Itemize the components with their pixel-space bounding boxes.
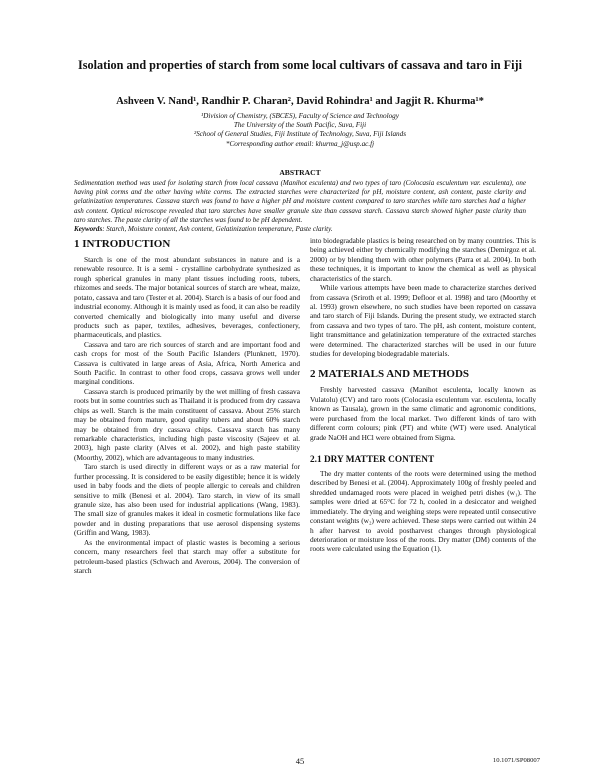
keywords-text: : Starch, Moisture content, Ash content, Gelatinization temperature, Paste clarity. bbox=[102, 225, 333, 234]
left-column bbox=[74, 236, 300, 575]
abstract-text: Sedimentation method was used for isolating starch from local cassava (Manihot esculenta) and two types of taro (Colocasia esculentum var. esculenta), one having pink corms and the other having white corms. The extracted starches were characterized for pH, moisture content, ash content, paste clarity and gelatinization temperatures. Cassava starch was found to have a higher pH and moisture content compared to taro starches while taro starches had a higher ash content. Optical microscope revealed that taro starches have smaller granule size than cassava starch. Cassava starch showed higher paste clarity than taro starches. The paste clarity of all the starches was found to be pH dependent. bbox=[74, 179, 526, 224]
abstract bbox=[74, 179, 526, 234]
paragraph: The dry matter contents of the roots were determined using the method described by Benesi et al. (2004). Approximately 100g of freshly peeled and shredded undamaged roots were placed in weighed petri dishes (w₁). The samples were dried at 65°C for 72 h, cooled in a desiccator and weighed immediately. The drying and weighing steps were repeated until consecutive constant weights (w₂) were achieved. These steps were carried out within 24 h after harvest to avoid postharvest changes through physiological deterioration or moisture loss of the roots. Dry matter (DM) contents of the roots were calculated using the Equation (1). bbox=[310, 469, 536, 554]
paragraph: While various attempts have been made to characterize starches derived from cassava (Sriroth et al. 1999; Defloor et al. 1998) and taro (Moorthy et al. 1993) grown elsewhere, no such studies have been reported on cassava and taro starch of Fiji Islands. During the present study, we extracted starch from cassava and two types of taro. The pH, ash content, moisture content, light transmittance and gelatinization temperature of the extracted starches were determined. The characterized starches will be used in our future studies for developing biodegradable materials. bbox=[310, 283, 536, 359]
keywords bbox=[74, 225, 526, 234]
corresponding-author: *Corresponding author email: khurma_j@usp.ac.fj bbox=[225, 139, 375, 148]
affiliation-line: ¹Division of Chemistry, (SBCES), Faculty of Science and Technology bbox=[201, 112, 399, 120]
paragraph: into biodegradable plastics is being researched on by many countries. This is being achieved either by chemically modifying the starches (Demirgoz et al. 2000) or by blending them with other polymers (Parra et al. 2004). In both these techniques, it is important to know the chemical as well as physical characteristics of the starch. bbox=[310, 236, 536, 283]
paragraph: Cassava and taro are rich sources of starch and are important food and cash crops for most of the South Pacific Islanders (Plunknett, 1970). Cassava is cultivated in large areas of Asia, Africa, North America and South Pacific. In contrast to other food crops, cassava grows well under marginal conditions. bbox=[74, 339, 300, 387]
doi: 10.1071/SP08007 bbox=[492, 757, 540, 764]
section-heading-introduction: 1 INTRODUCTION bbox=[74, 238, 171, 250]
abstract-heading: ABSTRACT bbox=[279, 168, 321, 177]
page-number: 45 bbox=[295, 756, 305, 766]
paragraph: Cassava starch is produced primarily by the wet milling of fresh cassava roots but in some countries such as Thailand it is produced from dry cassava chips as well. Starch is the main constituent of cassava. About 25% starch may be obtained from mature, good quality tubers and about 60% starch may be obtained from dry cassava chips. Cassava starch has many remarkable characteristics, including high paste viscosity (Sajeev et al. 2003), high paste clarity (Alves et al. 2002), and high paste stability (Moorthy, 2002), which are advantageous to many industries. bbox=[74, 386, 300, 462]
paper-title: Isolation and properties of starch from some local cultivars of cassava and taro in Fiji bbox=[78, 58, 522, 72]
affiliations bbox=[60, 112, 540, 149]
author-list: Ashveen V. Nand¹, Randhir P. Charan², David Rohindra¹ and Jagjit R. Khurma¹* bbox=[116, 96, 484, 107]
section-heading-methods: 2 MATERIALS AND METHODS bbox=[310, 368, 470, 381]
paragraph: Taro starch is used directly in different ways or as a raw material for further processing. It is considered to be easily digestible; hence it is widely used in baby foods and the diets of people allergic to cereals and children sensitive to milk (Benesi et al. 2004). Taro starch, in view of its small granule size, has also been used for industrial applications (Wang, 1983). The small size of granules makes it ideal in cosmetic formulations like face powder and in dusting preparations that use aerosol dispensing systems (Griffin and Wang, 1983). bbox=[74, 462, 300, 538]
paragraph: Freshly harvested cassava (Manihot esculenta, locally known as Vulatolu) (CV) and taro roots (Colocasia esculentum var. esculenta, locally known as Tausala), grown in the same climatic and agronomic conditions, were purchased from the local market. Two different kinds of taro with different corm colours; pink (PT) and white (WT) were used. Analytical grade NaOH and HCl were obtained from Sigma. bbox=[310, 385, 536, 442]
subsection-heading-dry-matter: 2.1 DRY MATTER CONTENT bbox=[310, 455, 435, 466]
paragraph: Starch is one of the most abundant substances in nature and is a renewable resource. It is a semi - crystalline carbohydrate synthesized as rough spherical granules in many plant tissues including roots, tubers, rhizomes and seeds. The major botanical sources of starch are wheat, maize, potato, cassava and taro (Tester et al. 2004). Starch is a basis of our food and industrial economy. Although it is mainly used as food, it can also be readily converted chemically and biologically into many useful and diverse products such as paper, textiles, adhesives, beverages, confectionery, pharmaceuticals, and plastics. bbox=[74, 255, 300, 340]
affiliation-line: ²School of General Studies, Fiji Institute of Technology, Suva, Fiji Islands bbox=[193, 130, 407, 139]
affiliation-line: The University of the South Pacific, Suva, Fiji bbox=[233, 121, 367, 130]
keywords-label: Keywords bbox=[74, 225, 103, 234]
paragraph: As the environmental impact of plastic wastes is becoming a serious concern, many researchers feel that starch may offer a substitute for petroleum-based plastics (Schwach and Averous, 2004). The conversion of starch bbox=[74, 537, 300, 575]
right-column bbox=[310, 236, 536, 554]
